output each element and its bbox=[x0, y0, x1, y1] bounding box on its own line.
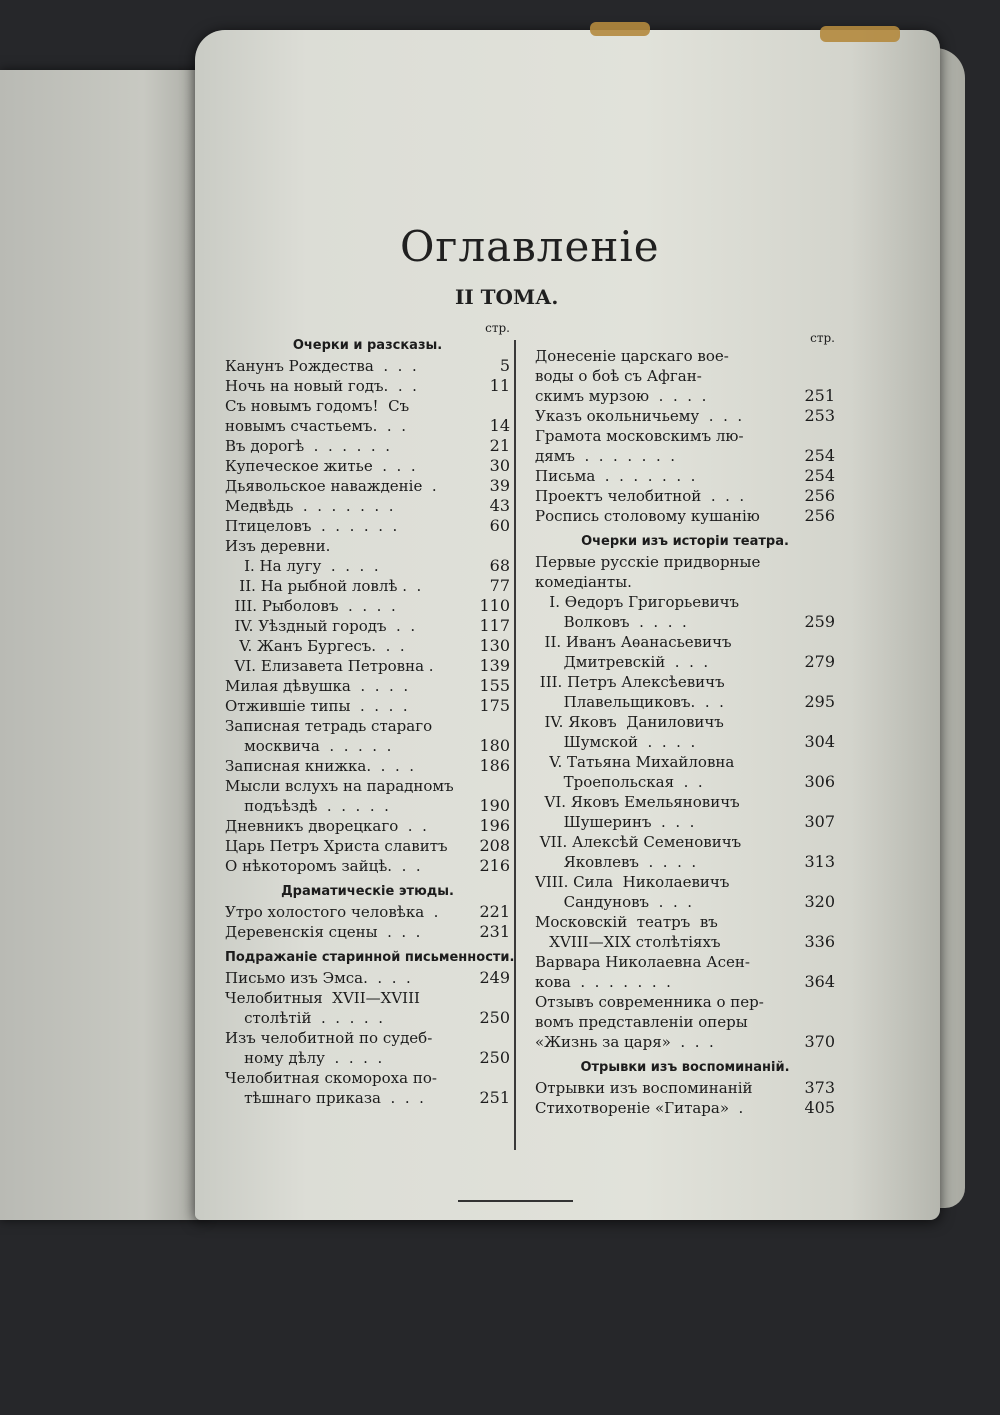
toc-entry bbox=[225, 676, 510, 696]
toc-entry bbox=[225, 1048, 510, 1068]
toc-title: Оглавленіе bbox=[400, 222, 660, 271]
entry-page: 208 bbox=[479, 836, 510, 855]
toc-entry bbox=[535, 712, 835, 732]
toc-entry bbox=[535, 792, 835, 812]
toc-entry bbox=[535, 832, 835, 852]
entry-title: Изъ челобитной по судеб- bbox=[225, 1029, 433, 1047]
page-column-label: стр. bbox=[810, 331, 835, 345]
entry-title: Троепольская . . bbox=[535, 773, 703, 791]
entry-title: II. Иванъ Аѳанасьевичъ bbox=[535, 633, 732, 651]
entry-title: тѣшнаго приказа . . . bbox=[225, 1089, 424, 1107]
toc-entry bbox=[225, 416, 510, 436]
entry-title: Мысли вслухъ на парадномъ bbox=[225, 777, 454, 795]
toc-entry bbox=[535, 732, 835, 752]
entry-title: Въ дорогѣ . . . . . . bbox=[225, 437, 390, 455]
entry-title: Дневникъ дворецкаго . . bbox=[225, 817, 427, 835]
toc-entry bbox=[535, 812, 835, 832]
toc-entry bbox=[225, 376, 510, 396]
toc-entry bbox=[225, 396, 510, 416]
toc-entry bbox=[535, 652, 835, 672]
column-divider bbox=[514, 340, 516, 1150]
toc-entry bbox=[535, 366, 835, 386]
entry-title: «Жизнь за царя» . . . bbox=[535, 1033, 714, 1051]
entry-title: столѣтій . . . . . bbox=[225, 1009, 383, 1027]
toc-entry bbox=[535, 552, 835, 572]
entry-title: Сандуновъ . . . bbox=[535, 893, 693, 911]
entry-page: 21 bbox=[489, 436, 510, 455]
toc-entry bbox=[535, 632, 835, 652]
toc-entry bbox=[535, 692, 835, 712]
entry-title: Отрывки изъ воспоминаній bbox=[535, 1079, 753, 1097]
entry-title: III. Рыболовъ . . . . bbox=[225, 597, 396, 615]
entry-title: VIII. Сила Николаевичъ bbox=[535, 873, 730, 891]
toc-entry bbox=[535, 1032, 835, 1052]
toc-entry bbox=[225, 1088, 510, 1108]
toc-entry bbox=[535, 772, 835, 792]
toc-subtitle: II ТОМА. bbox=[455, 285, 559, 309]
toc-entry bbox=[225, 516, 510, 536]
entry-title: Роспись столовому кушанію bbox=[535, 507, 760, 525]
entry-page: 175 bbox=[479, 696, 510, 715]
entry-page: 186 bbox=[479, 756, 510, 775]
page-column-label: стр. bbox=[485, 321, 510, 335]
entry-page: 30 bbox=[489, 456, 510, 475]
toc-entry bbox=[535, 1012, 835, 1032]
entry-title: кова . . . . . . . bbox=[535, 973, 671, 991]
entry-title: Челобитная скомороха по- bbox=[225, 1069, 437, 1087]
entry-title: Письма . . . . . . . bbox=[535, 467, 696, 485]
entry-page: 60 bbox=[489, 516, 510, 535]
entry-page: 250 bbox=[479, 1008, 510, 1027]
entry-page: 295 bbox=[804, 692, 835, 711]
entry-page: 250 bbox=[479, 1048, 510, 1067]
entry-title: Канунъ Рождества . . . bbox=[225, 357, 417, 375]
toc-right-column bbox=[535, 330, 835, 1118]
toc-entry bbox=[535, 406, 835, 426]
entry-page: 307 bbox=[804, 812, 835, 831]
entry-page: 279 bbox=[804, 652, 835, 671]
entry-title: Изъ деревни. bbox=[225, 537, 331, 555]
entry-title: XVIII—XIX столѣтіяхъ bbox=[535, 933, 721, 951]
section-heading: Отрывки изъ воспоминаній. bbox=[580, 1060, 790, 1075]
toc-entry bbox=[225, 696, 510, 716]
entry-title: Проектъ челобитной . . . bbox=[535, 487, 745, 505]
entry-page: 306 bbox=[804, 772, 835, 791]
entry-page: 253 bbox=[804, 406, 835, 425]
entry-title: VI. Елизавета Петровна . bbox=[225, 657, 434, 675]
toc-entry bbox=[225, 656, 510, 676]
entry-title: Шушеринъ . . . bbox=[535, 813, 695, 831]
entry-title: Плавельщиковъ. . . bbox=[535, 693, 724, 711]
entry-page: 370 bbox=[804, 1032, 835, 1051]
toc-entry bbox=[535, 572, 835, 592]
toc-entry bbox=[225, 836, 510, 856]
entry-title: Отзывъ современника о пер- bbox=[535, 993, 764, 1011]
entry-page: 256 bbox=[804, 486, 835, 505]
toc-entry bbox=[535, 386, 835, 406]
entry-title: Донесеніе царскаго вое- bbox=[535, 347, 729, 365]
entry-title: VI. Яковъ Емельяновичъ bbox=[535, 793, 740, 811]
entry-title: Варвара Николаевна Асен- bbox=[535, 953, 750, 971]
toc-entry bbox=[225, 856, 510, 876]
entry-title: скимъ мурзою . . . . bbox=[535, 387, 707, 405]
toc-entry bbox=[225, 1068, 510, 1088]
toc-entry bbox=[225, 436, 510, 456]
section-heading: Подражаніе старинной письменности. bbox=[225, 950, 515, 965]
entry-page: 196 bbox=[479, 816, 510, 835]
toc-entry bbox=[225, 616, 510, 636]
entry-title: подъѣздѣ . . . . . bbox=[225, 797, 389, 815]
entry-title: новымъ счастьемъ. . . bbox=[225, 417, 406, 435]
toc-entry bbox=[225, 716, 510, 736]
entry-page: 364 bbox=[804, 972, 835, 991]
toc-entry bbox=[225, 556, 510, 576]
entry-page: 190 bbox=[479, 796, 510, 815]
entry-title: комедіанты. bbox=[535, 573, 632, 591]
entry-title: Медвѣдь . . . . . . . bbox=[225, 497, 394, 515]
entry-page: 14 bbox=[489, 416, 510, 435]
entry-title: Съ новымъ годомъ! Съ bbox=[225, 397, 410, 415]
toc-entry bbox=[535, 506, 835, 526]
entry-title: Записная тетрадь стараго bbox=[225, 717, 433, 735]
toc-entry bbox=[535, 346, 835, 366]
toc-entry bbox=[225, 1008, 510, 1028]
toc-entry bbox=[225, 816, 510, 836]
entry-title: москвича . . . . . bbox=[225, 737, 392, 755]
toc-entry bbox=[535, 992, 835, 1012]
toc-entry bbox=[535, 752, 835, 772]
entry-title: II. На рыбной ловлѣ . . bbox=[225, 577, 422, 595]
toc-entry bbox=[535, 972, 835, 992]
entry-page: 43 bbox=[489, 496, 510, 515]
toc-entry bbox=[225, 902, 510, 922]
entry-title: дямъ . . . . . . . bbox=[535, 447, 676, 465]
toc-entry bbox=[225, 356, 510, 376]
entry-title: Царь Петръ Христа славитъ bbox=[225, 837, 448, 855]
entry-page: 405 bbox=[804, 1098, 835, 1117]
entry-page: 256 bbox=[804, 506, 835, 525]
toc-entry bbox=[225, 988, 510, 1008]
toc-entry bbox=[225, 596, 510, 616]
toc-entry bbox=[535, 486, 835, 506]
entry-title: Записная книжка. . . . bbox=[225, 757, 415, 775]
entry-page: 155 bbox=[479, 676, 510, 695]
entry-title: Утро холостого человѣка . bbox=[225, 903, 439, 921]
tape-fragment bbox=[590, 22, 650, 36]
entry-title: вомъ представленіи оперы bbox=[535, 1013, 748, 1031]
entry-page: 304 bbox=[804, 732, 835, 751]
entry-title: О нѣкоторомъ зайцѣ. . . bbox=[225, 857, 421, 875]
toc-entry bbox=[225, 536, 510, 556]
toc-entry bbox=[535, 466, 835, 486]
entry-page: 231 bbox=[479, 922, 510, 941]
entry-title: V. Жанъ Бургесъ. . . bbox=[225, 637, 405, 655]
bottom-rule bbox=[458, 1200, 573, 1202]
toc-entry bbox=[225, 456, 510, 476]
entry-title: Шумской . . . . bbox=[535, 733, 696, 751]
entry-title: Грамота московскимъ лю- bbox=[535, 427, 744, 445]
entry-page: 251 bbox=[479, 1088, 510, 1107]
toc-entry bbox=[225, 1028, 510, 1048]
entry-page: 216 bbox=[479, 856, 510, 875]
entry-title: Деревенскія сцены . . . bbox=[225, 923, 421, 941]
entry-page: 373 bbox=[804, 1078, 835, 1097]
entry-title: Волковъ . . . . bbox=[535, 613, 687, 631]
section-heading: Драматическіе этюды. bbox=[281, 884, 454, 899]
toc-entry bbox=[535, 1098, 835, 1118]
entry-page: 320 bbox=[804, 892, 835, 911]
toc-entry bbox=[225, 496, 510, 516]
section-heading: Очерки изъ исторіи театра. bbox=[581, 534, 789, 549]
toc-entry bbox=[535, 952, 835, 972]
entry-page: 180 bbox=[479, 736, 510, 755]
entry-page: 221 bbox=[479, 902, 510, 921]
entry-title: IV. Яковъ Даниловичъ bbox=[535, 713, 724, 731]
entry-title: Челобитныя XVII—XVIII bbox=[225, 989, 420, 1007]
entry-page: 336 bbox=[804, 932, 835, 951]
entry-page: 130 bbox=[479, 636, 510, 655]
entry-title: Отжившіе типы . . . . bbox=[225, 697, 408, 715]
entry-page: 39 bbox=[489, 476, 510, 495]
tape-fragment bbox=[820, 26, 900, 42]
entry-page: 110 bbox=[479, 596, 510, 615]
toc-entry bbox=[535, 672, 835, 692]
entry-title: Стихотвореніе «Гитара» . bbox=[535, 1099, 744, 1117]
entry-page: 11 bbox=[489, 376, 510, 395]
toc-entry bbox=[535, 872, 835, 892]
toc-entry bbox=[225, 576, 510, 596]
entry-page: 259 bbox=[804, 612, 835, 631]
toc-entry bbox=[225, 968, 510, 988]
toc-entry bbox=[225, 476, 510, 496]
section-heading: Очерки и разсказы. bbox=[292, 338, 443, 353]
entry-title: воды о боѣ съ Афган- bbox=[535, 367, 702, 385]
entry-page: 5 bbox=[499, 356, 510, 375]
entry-page: 139 bbox=[479, 656, 510, 675]
entry-title: I. На лугу . . . . bbox=[225, 557, 379, 575]
toc-entry bbox=[535, 892, 835, 912]
entry-page: 117 bbox=[479, 616, 510, 635]
entry-title: I. Ѳедоръ Григорьевичъ bbox=[535, 593, 740, 611]
toc-entry bbox=[535, 912, 835, 932]
entry-title: IV. Уѣздный городъ . . bbox=[225, 617, 416, 635]
toc-entry bbox=[225, 796, 510, 816]
entry-title: Дьявольское наважденіе . bbox=[225, 477, 437, 495]
entry-title: Милая дѣвушка . . . . bbox=[225, 677, 409, 695]
entry-page: 254 bbox=[804, 466, 835, 485]
entry-title: Московскій театръ въ bbox=[535, 913, 718, 931]
toc-entry bbox=[535, 612, 835, 632]
entry-title: Купеческое житье . . . bbox=[225, 457, 416, 475]
toc-entry bbox=[225, 756, 510, 776]
entry-title: III. Петръ Алексѣевичъ bbox=[535, 673, 725, 691]
entry-page: 77 bbox=[489, 576, 510, 595]
entry-page: 68 bbox=[489, 556, 510, 575]
entry-page: 313 bbox=[804, 852, 835, 871]
entry-title: Ночь на новый годъ. . . bbox=[225, 377, 417, 395]
toc-entry bbox=[225, 776, 510, 796]
toc-entry bbox=[225, 636, 510, 656]
entry-title: ному дѣлу . . . . bbox=[225, 1049, 383, 1067]
toc-entry bbox=[225, 736, 510, 756]
entry-title: V. Татьяна Михайловна bbox=[535, 753, 735, 771]
entry-page: 249 bbox=[479, 968, 510, 987]
entry-title: Первые русскіе придворные bbox=[535, 553, 761, 571]
toc-entry bbox=[535, 932, 835, 952]
toc-entry bbox=[225, 922, 510, 942]
entry-title: Письмо изъ Эмса. . . . bbox=[225, 969, 411, 987]
toc-left-column bbox=[225, 320, 515, 1108]
entry-page: 251 bbox=[804, 386, 835, 405]
entry-title: VII. Алексѣй Семеновичъ bbox=[535, 833, 742, 851]
toc-entry bbox=[535, 426, 835, 446]
entry-page: 254 bbox=[804, 446, 835, 465]
toc-entry bbox=[535, 1078, 835, 1098]
toc-entry bbox=[535, 852, 835, 872]
left-book-page bbox=[0, 70, 205, 1220]
entry-title: Указъ окольничьему . . . bbox=[535, 407, 743, 425]
entry-title: Яковлевъ . . . . bbox=[535, 853, 697, 871]
toc-entry bbox=[535, 592, 835, 612]
toc-entry bbox=[535, 446, 835, 466]
entry-title: Дмитревскій . . . bbox=[535, 653, 709, 671]
entry-title: Птицеловъ . . . . . . bbox=[225, 517, 398, 535]
